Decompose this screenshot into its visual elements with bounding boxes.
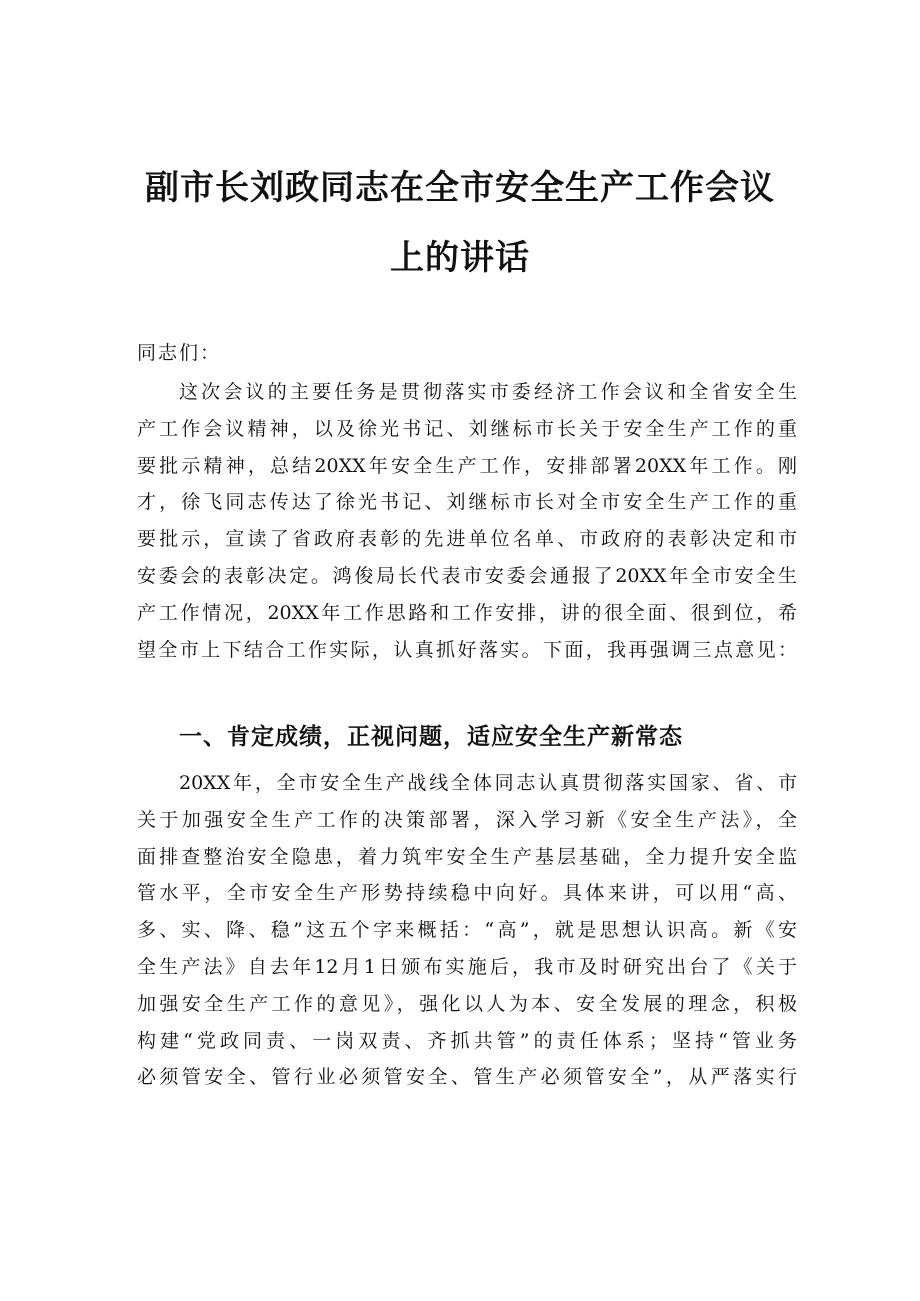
document-title-line-1: 副市长刘政同志在全市安全生产工作会议 [145, 168, 775, 208]
paragraph-intro [137, 374, 797, 668]
document-title-line-2: 上的讲话 [390, 238, 530, 278]
paragraph-line: 管水平，全市安全生产形势持续稳中向好。具体来讲，可以用“高、 [137, 882, 797, 905]
paragraph-line: 望全市上下结合工作实际，认真抓好落实。下面，我再强调三点意见： [137, 638, 797, 661]
paragraph-line: 要批示，宣读了省政府表彰的先进单位名单、市政府的表彰决定和市 [137, 528, 797, 551]
paragraph-line: 要批示精神，总结20XX年安全生产工作，安排部署20XX年工作。刚 [137, 454, 797, 477]
paragraph-line: 20XX年，全市安全生产战线全体同志认真贯彻落实国家、省、市 [179, 772, 797, 794]
paragraph-line: 必须管安全、管行业必须管安全、管生产必须管安全”，从严落实行 [137, 1066, 797, 1089]
paragraph-section-1 [137, 765, 797, 1096]
paragraph-line: 关于加强安全生产工作的决策部署，深入学习新《安全生产法》，全 [137, 808, 797, 831]
paragraph-line: 安委会的表彰决定。鸿俊局长代表市安委会通报了20XX年全市安全生 [137, 564, 797, 587]
paragraph-line: 多、实、降、稳”这五个字来概括：“高”，就是思想认识高。新《安 [137, 919, 797, 942]
paragraph-line: 加强安全生产工作的意见》，强化以人为本、安全发展的理念，积极 [137, 992, 797, 1015]
paragraph-line: 这次会议的主要任务是贯彻落实市委经济工作会议和全省安全生 [179, 381, 797, 403]
paragraph-line: 才，徐飞同志传达了徐光书记、刘继标市长对全市安全生产工作的重 [137, 491, 797, 514]
paragraph-line: 产工作情况，20XX年工作思路和工作安排，讲的很全面、很到位，希 [137, 601, 797, 624]
paragraph-line: 全生产法》自去年12月1日颁布实施后，我市及时研究出台了《关于 [137, 955, 797, 978]
paragraph-line: 构建“党政同责、一岗双责、齐抓共管”的责任体系；坚持“管业务 [137, 1029, 797, 1052]
paragraph-line: 面排查整治安全隐患，着力筑牢安全生产基层基础，全力提升安全监 [137, 845, 797, 868]
section-heading-1: 一、肯定成绩，正视问题，适应安全生产新常态 [179, 724, 683, 750]
greeting: 同志们： [137, 342, 222, 364]
paragraph-line: 产工作会议精神，以及徐光书记、刘继标市长关于安全生产工作的重 [137, 417, 797, 440]
